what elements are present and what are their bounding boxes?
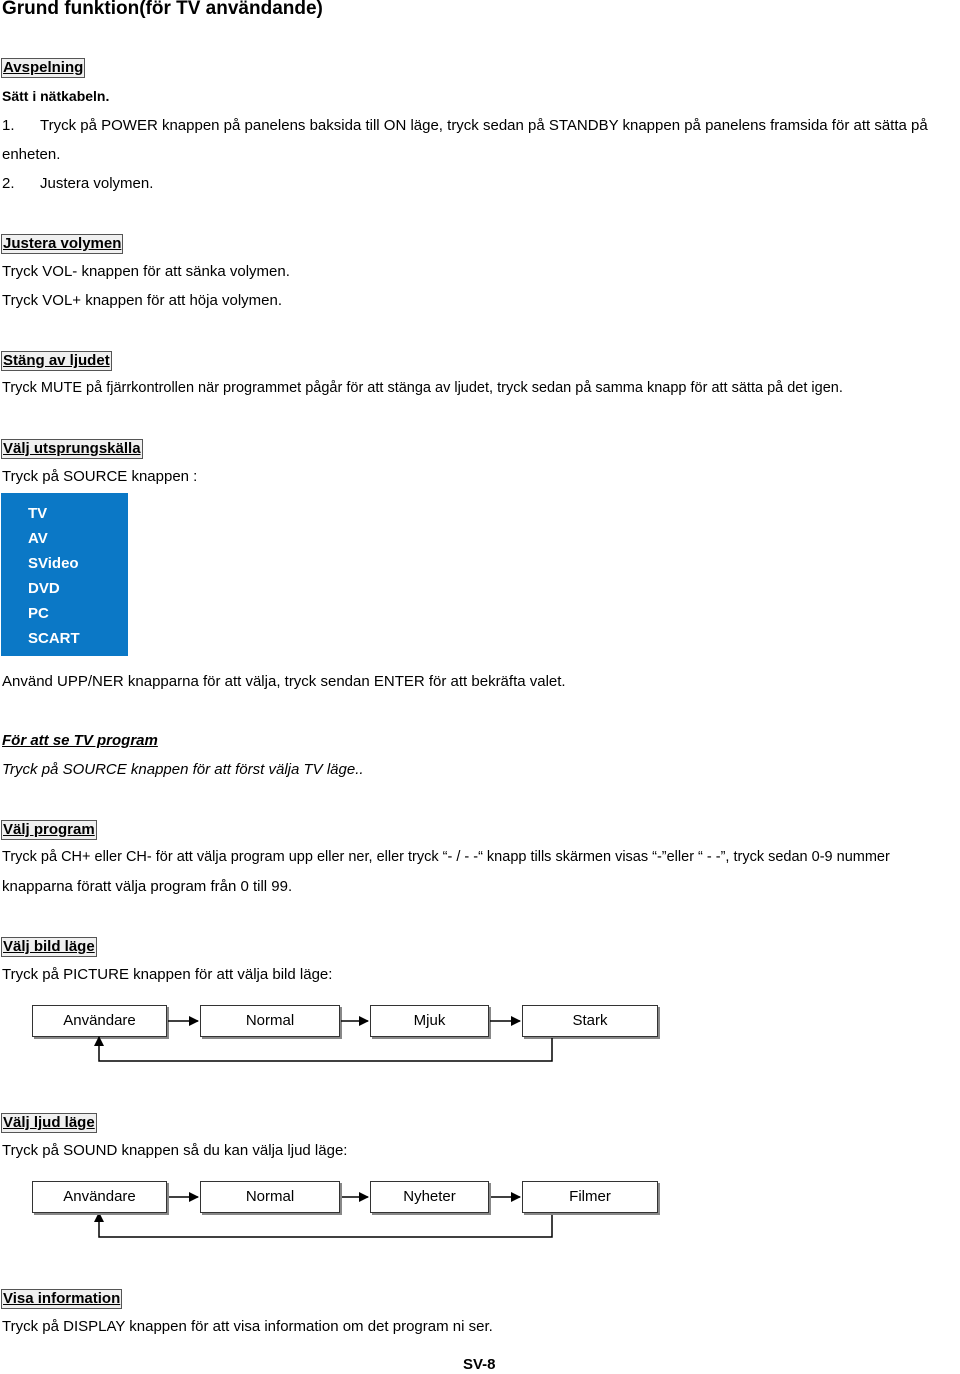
info-line-1: Tryck på DISPLAY knappen för att visa information om det program ni ser. — [2, 1318, 493, 1335]
step2-text: Justera volymen. — [40, 175, 154, 192]
page-title: Grund funktion(för TV användande) — [2, 0, 323, 19]
source-item-dvd[interactable]: DVD — [28, 580, 60, 597]
program-line-2: knapparna föratt välja program från 0 till 99. — [2, 878, 293, 895]
source-line-2: Använd UPP/NER knapparna för att välja, tryck sendan ENTER för att bekräfta valet. — [2, 673, 566, 690]
picture-mode-strong: Stark — [522, 1005, 658, 1037]
volume-line-2: Tryck VOL+ knappen för att höja volymen. — [2, 292, 282, 309]
sound-mode-movies: Filmer — [522, 1181, 658, 1213]
playback-intro: Sätt i nätkabeln. — [2, 88, 110, 104]
watch-tv-line-1: Tryck på SOURCE knappen för att först välja TV läge.. — [2, 761, 364, 778]
section-heading-source: Välj utsprungskälla — [3, 440, 141, 457]
source-item-av[interactable]: AV — [28, 530, 48, 547]
step2-number: 2. — [2, 175, 15, 192]
program-line-1: Tryck på CH+ eller CH- för att välja program upp eller ner, eller tryck “- / - -“ knapp tills skärmen visas “-”eller “ - -”, tryck sedan 0-9 nummer — [2, 849, 890, 865]
section-heading-picture: Välj bild läge — [3, 938, 95, 955]
picture-line-1: Tryck på PICTURE knappen för att välja bild läge: — [2, 966, 333, 983]
picture-mode-user: Användare — [32, 1005, 167, 1037]
section-heading-program: Välj program — [3, 821, 95, 838]
section-heading-sound: Välj ljud läge — [3, 1114, 95, 1131]
volume-line-1: Tryck VOL- knappen för att sänka volymen. — [2, 263, 290, 280]
section-heading-info: Visa information — [3, 1290, 121, 1307]
source-line-1: Tryck på SOURCE knappen : — [2, 468, 198, 485]
source-item-pc[interactable]: PC — [28, 605, 49, 622]
sound-mode-normal: Normal — [200, 1181, 340, 1213]
source-item-tv[interactable]: TV — [28, 505, 48, 522]
mute-line-1: Tryck MUTE på fjärrkontrollen när programmet pågår för att stänga av ljudet, tryck sedan på samma knapp för att sätta på det igen. — [2, 380, 843, 396]
sound-line-1: Tryck på SOUND knappen så du kan välja ljud läge: — [2, 1142, 348, 1159]
section-heading-playback: Avspelning — [3, 59, 84, 76]
section-heading-volume: Justera volymen — [3, 235, 122, 252]
page-number: SV-8 — [463, 1356, 496, 1373]
step1-text-cont: enheten. — [2, 146, 61, 163]
source-item-scart[interactable]: SCART — [28, 630, 80, 647]
sound-mode-user: Användare — [32, 1181, 167, 1213]
picture-mode-normal: Normal — [200, 1005, 340, 1037]
section-heading-mute: Stäng av ljudet — [3, 352, 110, 369]
sound-mode-news: Nyheter — [370, 1181, 489, 1213]
step1-number: 1. — [2, 117, 15, 134]
step1-text: Tryck på POWER knappen på panelens baksida till ON läge, tryck sedan på STANDBY knappen på panelens framsida för att sätta på — [40, 117, 928, 134]
source-item-svideo[interactable]: SVideo — [28, 555, 79, 572]
picture-mode-soft: Mjuk — [370, 1005, 489, 1037]
section-heading-watch-tv: För att se TV program — [2, 732, 158, 749]
